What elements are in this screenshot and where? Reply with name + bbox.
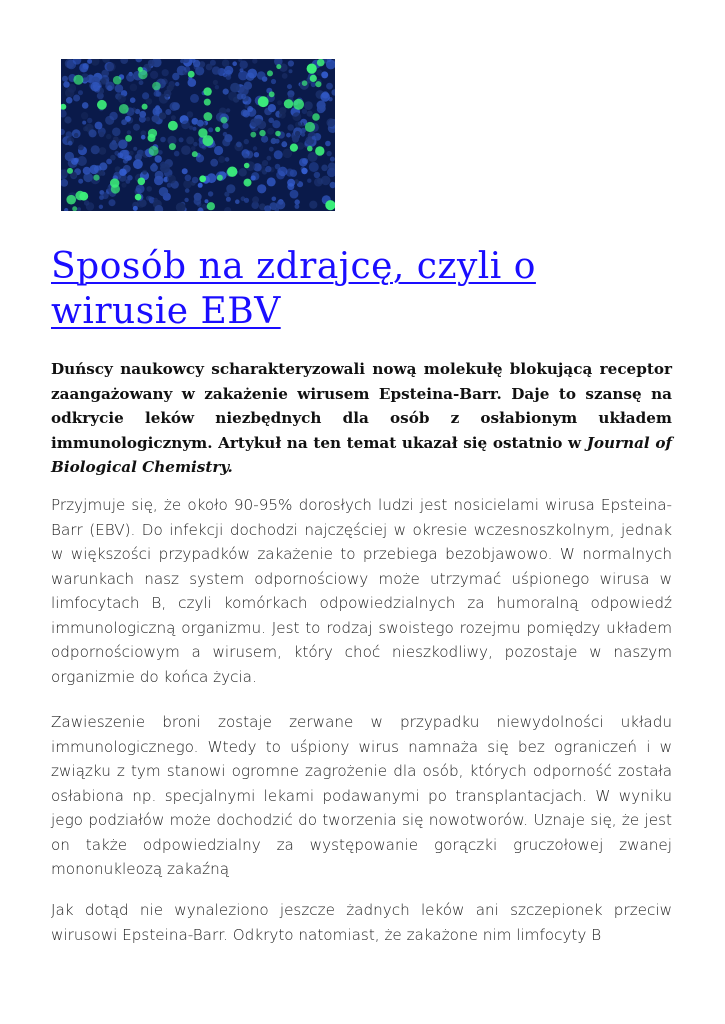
- article-paragraph: Przyjmuje się, że około 90-95% dorosłych ludzi jest nosicielami wirusa Epsteina-Barr (EBV). Do infekcji dochodzi najczęściej w okresie wczesnoszkolnym, jednak w większości przypadków zakażenie to przebiega bezobjawowo. W normalnych warunkach nasz system odpornościowy może utrzymać uśpionego wirusa w limfocytach B, czyli komórkach odpowiedzialnych za humoralną odpowiedź immunologiczną organizmu. Jest to rodzaj swoistego rozejmu pomiędzy układem odpornościowym a wirusem, który choć nieszkodliwy, pozostaje w naszym organizmie do końca życia.: [51, 496, 672, 686]
- article-lead: [51, 357, 672, 480]
- fluorescence-micrograph-image: [61, 59, 335, 211]
- article-title-link[interactable]: Sposób na zdrajcę, czyli o wirusie EBV: [51, 246, 536, 332]
- article-paragraph: Zawieszenie broni zostaje zerwane w przypadku niewydolności układu immunologicznego. Wtedy to uśpiony wirus namnaża się bez ograniczeń i w związku z tym stanowi ogromne zagrożenie dla osób, których odporność została osłabiona np. specjalnymi lekami podawanymi po transplantacjach. W wyniku jego podziałów może dochodzić do tworzenia się nowotworów. Uznaje się, że jest on także odpowiedzialny za występowanie gorączki gruczołowej zwanej mononukleozą zakaźną: [51, 713, 672, 878]
- article-paragraph: Jak dotąd nie wynaleziono jeszcze żadnych leków ani szczepionek przeciw wirusowi Epsteina-Barr. Odkryto natomiast, że zakażone nim limfocyty B: [51, 901, 672, 944]
- cells-micrograph: [61, 59, 335, 211]
- lead-text: Duńscy naukowcy scharakteryzowali nową molekułę blokującą receptor zaangażowany w zakażenie wirusem Epsteina-Barr. Daje to szansę na odkrycie leków niezbędnych dla osób z osłabionym układem immunologicznym. Artykuł na ten temat ukazał się ostatnio w: [51, 360, 672, 452]
- journal-name: Journal of Biological Chemistry.: [51, 433, 672, 476]
- article-title: [51, 244, 676, 334]
